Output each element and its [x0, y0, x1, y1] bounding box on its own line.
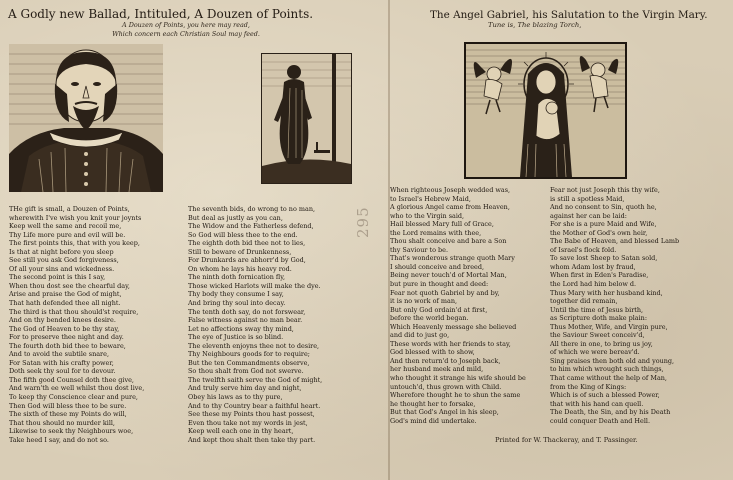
verse-line: And on thy bended knees desire. [9, 316, 116, 325]
verse-line: but pure in thought and deed: [390, 280, 489, 289]
verse-line: before the world began. [390, 314, 469, 323]
verse-line: The seventh bids, do wrong to no man, [188, 205, 316, 213]
verse-line: against her can be laid: [550, 211, 627, 220]
annunciation-woodcut [464, 42, 627, 179]
verse-line: is still a spotless Maid, [550, 194, 625, 203]
verse-line: The first points this, that with you keep, [9, 239, 140, 248]
verse-line: And truly serve him day and night, [188, 384, 302, 393]
verse-line: Obey his laws as to thy pure, [188, 393, 283, 402]
verse-line: Thy body they consume I say, [188, 290, 284, 299]
verse-line: and did to just go, [390, 331, 450, 340]
verse-line: The Death, the Sin, and by his Death [550, 408, 671, 417]
verse-line: For Drunkards are abhorr'd by God, [188, 256, 306, 265]
verse-line: her husband meek and mild, [390, 365, 484, 374]
verse-line: The tenth doth say, do not forswear, [188, 307, 306, 316]
standing-figure-woodcut [261, 53, 352, 184]
verse-line: God blessed with to show, [390, 348, 475, 357]
verse-line: The ninth doth fornication fly, [188, 273, 286, 282]
verse-line: And warn'th ee well whilst thou dost live, [9, 384, 145, 393]
left-ballad-column-1 [9, 205, 144, 444]
verse-line: That thou should no murder kill, [9, 418, 115, 427]
verse-line: So God will bless thee to the end. [188, 230, 298, 239]
verse-line: The sixth of these my Points do will, [9, 410, 127, 419]
verse-line: to Israel's Hebrew Maid, [390, 194, 471, 203]
verse-line: the Lord remains with thee, [390, 228, 482, 237]
verse-line: the Lord had him below d. [550, 280, 637, 289]
verse-line: When thou dost see the chearful day, [9, 281, 130, 290]
verse-line: I should conceive and breed, [390, 262, 485, 271]
verse-line: Which Heavenly message she believed [390, 322, 517, 331]
verse-line: And no consent to Sin, quoth he, [550, 203, 657, 212]
verse-line: And bring thy soul into decay. [188, 299, 286, 308]
verse-line: Sing praises then both old and young, [550, 356, 675, 365]
verse-line: Thus Mary with her husband kind, [550, 288, 663, 297]
verse-line: thy Saviour to be. [390, 245, 448, 254]
verse-line: A glorious Angel came from Heaven, [390, 203, 510, 212]
verse-line: of which we were bereav'd. [550, 348, 640, 357]
verse-line: of Israel's flock fold. [550, 245, 617, 254]
left-ballad-subtitle [86, 21, 286, 39]
verse-line: To keep thy Conscience clear and pure, [9, 393, 138, 402]
verse-line: Which is of such a blessed Power, [550, 391, 660, 400]
verse-line: When righteous Joseph wedded was, [390, 186, 511, 194]
subtitle-line: A Douzen of Points, you here may read, [122, 21, 250, 29]
verse-line: could conquer Death and Hell. [550, 416, 651, 425]
verse-line: whom Adam lost by fraud, [550, 262, 636, 271]
verse-line: All there in one, to bring us joy, [550, 339, 653, 348]
subtitle-line: Which concern each Christian Soul may feed. [112, 30, 260, 38]
verse-line: Keep well each one in thy heart, [188, 427, 294, 436]
verse-line: God's mind did undertake. [390, 416, 477, 425]
verse-line: False witness against no man bear. [188, 316, 303, 325]
right-ballad-tune: Tune is, The blazing Torch, [488, 21, 582, 29]
verse-line: The second point is this I say, [9, 273, 106, 282]
verse-line: Let no affections sway thy mind, [188, 324, 294, 333]
verse-line: together did remain, [550, 297, 618, 306]
verse-line: the Mother of God's own heir, [550, 228, 648, 237]
verse-line: Arise and praise the God of might, [9, 290, 122, 299]
verse-line: Thy Life more pure and evil will be. [9, 230, 126, 239]
verse-line: Even thou take not my words in jest, [188, 418, 308, 427]
right-ballad-title: The Angel Gabriel, his Salutation to the Virgin Mary. [430, 9, 708, 21]
verse-line: For she is a pure Maid and Wife, [550, 220, 657, 229]
verse-line: And to thy Country bear a faithful heart. [188, 401, 321, 410]
right-ballad-column-2 [550, 186, 679, 425]
verse-line: The fifth good Counsel doth thee give, [9, 375, 134, 384]
verse-line: For Satan with his crafty power, [9, 358, 114, 367]
verse-line: The eighth doth bid thee not to lies, [188, 239, 306, 248]
verse-line: THe gift is small, a Douzen of Points, [9, 205, 130, 213]
verse-line: But that God's Angel in his sleep, [390, 408, 499, 417]
verse-line: Likewise to seek thy Neighbours woe, [9, 427, 134, 436]
printer-imprint: Printed for W. Thackeray, and T. Passinger. [495, 436, 638, 444]
verse-line: Doth seek thy soul for to devour. [9, 367, 116, 376]
verse-line: Being never touch'd of Mortal Man, [390, 271, 507, 280]
verse-line: These words with her friends to stay, [390, 339, 511, 348]
verse-line: Of all your sins and wickedness. [9, 264, 115, 273]
verse-line: Fear not quoth Gabriel by and by, [390, 288, 500, 297]
verse-line: he thought her to forsake, [390, 399, 476, 408]
verse-line: The fourth doth bid thee to beware, [9, 341, 126, 350]
left-ballad-title: A Godly new Ballad, Intituled, A Douzen of Points. [8, 7, 314, 21]
verse-line: wherewith I've wish you knit your joynts [9, 213, 142, 222]
verse-line: Keep well the same and recoil me, [9, 222, 122, 231]
verse-line: untouch'd, thus grown with Child. [390, 382, 502, 391]
verse-line: See still you ask God forgiveness, [9, 256, 119, 265]
verse-line: The Babe of Heaven, and blessed Lamb [550, 237, 680, 246]
verse-line: On whom he lays his heavy rod. [188, 264, 292, 273]
verse-line: When first in Eden's Paradise, [550, 271, 649, 280]
left-ballad-column-2 [188, 205, 322, 444]
verse-line: See these my Points thou hast possest, [188, 410, 315, 419]
verse-line: For to preserve thee night and day. [9, 333, 124, 342]
verse-line: Hail blessed Mary full of Grace, [390, 220, 494, 229]
verse-line: Take heed I say, and do not so. [9, 435, 109, 444]
verse-line: as Scripture doth make plain: [550, 314, 647, 323]
verse-line: That hath defended thee all night. [9, 299, 121, 308]
right-ballad-column-1 [390, 186, 526, 425]
verse-line: to him which wrought such things, [550, 365, 664, 374]
verse-line: The twelfth saith serve the God of might, [188, 375, 323, 384]
verse-line: The eleventh enjoyns thee not to desire, [188, 341, 320, 350]
verse-line: And to avoid the subtile snare, [9, 350, 109, 359]
verse-line: Until the time of Jesus birth, [550, 305, 644, 314]
verse-line: that with his hand can quell. [550, 399, 644, 408]
verse-line: To save lost Sheep to Satan sold, [550, 254, 658, 263]
verse-line: from the King of Kings: [550, 382, 627, 391]
verse-line: But the ten Commandments observe, [188, 358, 310, 367]
verse-line: The Widow and the Fatherless defend, [188, 222, 314, 231]
verse-line: Is that at night before you sleep [9, 247, 114, 256]
verse-line: And kept thou shalt then take thy part. [188, 435, 316, 444]
verse-line: Fear not just Joseph this thy wife, [550, 186, 660, 194]
verse-line: Wherefore thought he to shun the same [390, 391, 521, 400]
verse-line: who thought it strange his wife should be [390, 374, 526, 383]
verse-line: the Saviour Sweet conceiv'd, [550, 331, 645, 340]
verse-line: Then God will bless thee to be sure. [9, 401, 127, 410]
portrait-woodcut [9, 44, 163, 192]
verse-line: Thou shalt conceive and bare a Son [390, 237, 507, 246]
verse-line: who to the Virgin said, [390, 211, 465, 220]
verse-line: The eye of Justice is so blind. [188, 333, 284, 342]
verse-line: Thus Mother, Wife, and Virgin pure, [550, 322, 668, 331]
shelfmark-number: 295 [354, 206, 372, 238]
verse-line: The third is that thou should'st require, [9, 307, 139, 316]
verse-line: it is no work of man, [390, 297, 458, 306]
verse-line: And then return'd to Joseph back, [390, 356, 501, 365]
verse-line: But deal as justly as you can, [188, 213, 283, 222]
verse-line: So thou shalt from God not swerve. [188, 367, 304, 376]
verse-line: That came without the help of Man, [550, 374, 667, 383]
verse-line: But only God ordain'd at first, [390, 305, 488, 314]
verse-line: Still to beware of Drunkenness, [188, 247, 292, 256]
verse-line: Thy Neighbours goods for to require; [188, 350, 310, 359]
verse-line: The God of Heaven to be thy stay, [9, 324, 120, 333]
verse-line: Those wicked Harlots will make the dye. [188, 281, 321, 290]
verse-line: That's wonderous strange quoth Mary [390, 254, 515, 263]
